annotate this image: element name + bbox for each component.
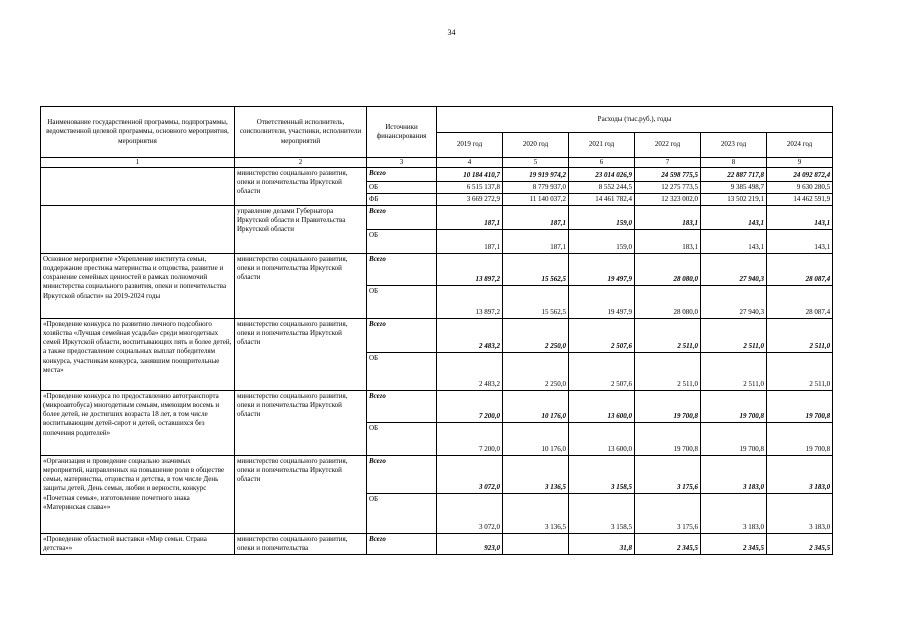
table-row [41, 391, 833, 423]
expense-value: 23 014 026,9 [569, 168, 635, 182]
expense-value: 183,1 [635, 206, 701, 230]
expense-value: 2 511,0 [767, 319, 833, 353]
expense-value: 187,1 [437, 206, 503, 230]
expense-value: 183,1 [635, 230, 701, 254]
expense-value: 8 779 937,0 [503, 182, 569, 194]
expense-value: 2 345,5 [767, 534, 833, 555]
expense-value: 159,0 [569, 230, 635, 254]
expense-value: 14 462 591,9 [767, 194, 833, 206]
expense-value: 24 598 775,5 [635, 168, 701, 182]
expense-value [503, 534, 569, 555]
page-number: 34 [447, 28, 456, 37]
expense-value: 19 700,8 [701, 423, 767, 456]
column-number: 2 [235, 158, 367, 168]
funding-source: Всего [367, 254, 437, 286]
expense-value: 19 700,8 [635, 391, 701, 423]
expense-value: 2 250,0 [503, 353, 569, 391]
expense-value: 15 562,5 [503, 286, 569, 319]
expense-value: 2 483,2 [437, 319, 503, 353]
expense-value: 2 345,5 [701, 534, 767, 555]
header-responsible: Ответственный исполнитель, соисполнители, участники, исполнители мероприятий [235, 107, 367, 158]
expense-value: 3 183,0 [767, 456, 833, 494]
responsible-executor: министерство социального развития, опеки и попечительства Иркутской области [235, 168, 367, 206]
expense-value: 9 630 280,5 [767, 182, 833, 194]
funding-source: Всего [367, 456, 437, 494]
expense-value: 923,0 [437, 534, 503, 555]
event-name: «Организация и проведение социально значимых мероприятий, направленных на повышение роли в обществе семьи, материнства, отцовства и детства, в том числе День защиты детей, День семьи, любви и верности, конкурс «Почетная семья», изготовление почетного знака «Материнская слава»» [41, 456, 235, 534]
table-row [41, 534, 833, 555]
expense-value: 2 250,0 [503, 319, 569, 353]
event-name [41, 168, 235, 206]
funding-source: ОБ [367, 230, 437, 254]
column-number: 9 [767, 158, 833, 168]
expense-value: 2 507,6 [569, 353, 635, 391]
column-number: 4 [437, 158, 503, 168]
header-year: 2021 год [569, 133, 635, 158]
expense-value: 3 136,5 [503, 494, 569, 534]
expense-value: 2 511,0 [701, 319, 767, 353]
header-year: 2020 год [503, 133, 569, 158]
responsible-executor: министерство социального развития, опеки и попечительства [235, 534, 367, 555]
expense-value: 13 600,0 [569, 423, 635, 456]
expense-value: 143,1 [767, 230, 833, 254]
responsible-executor: министерство социального развития, опеки и попечительства Иркутской области [235, 319, 367, 391]
expense-value: 159,0 [569, 206, 635, 230]
expense-value: 143,1 [701, 230, 767, 254]
column-number: 6 [569, 158, 635, 168]
responsible-executor: министерство социального развития, опеки и попечительства Иркутской области [235, 254, 367, 319]
column-numbers-row [41, 158, 833, 168]
expense-value: 2 483,2 [437, 353, 503, 391]
expense-value: 13 502 219,1 [701, 194, 767, 206]
expense-value: 28 087,4 [767, 286, 833, 319]
expense-value: 3 072,0 [437, 456, 503, 494]
responsible-executor: министерство социального развития, опеки и попечительства Иркутской области [235, 456, 367, 534]
table-row [41, 319, 833, 353]
expense-value: 19 700,8 [701, 391, 767, 423]
expense-value: 187,1 [503, 230, 569, 254]
event-name: Основное мероприятие «Укрепление института семьи, поддержание престижа материнства и отцовства, развитие и сохранение семейных ценностей в рамках полномочий министерства социального развития, опеки и попечительства Иркутской области» на 2019-2024 годы [41, 254, 235, 319]
funding-source: ОБ [367, 182, 437, 194]
expense-value: 12 323 002,0 [635, 194, 701, 206]
expense-value: 22 887 717,8 [701, 168, 767, 182]
event-name: «Проведение конкурса по развитию личного подсобного хозяйства «Лучшая семейная усадьба» среди многодетных семей Иркутской области, воспитывающих пять и более детей, а также предоставление социальных выплат победителям конкурса, участникам конкурса, занявшим поощрительные места» [41, 319, 235, 391]
responsible-executor: министерство социального развития, опеки и попечительства Иркутской области [235, 391, 367, 456]
expense-value: 13 600,0 [569, 391, 635, 423]
header-year: 2022 год [635, 133, 701, 158]
event-name [41, 206, 235, 254]
expense-value: 27 940,3 [701, 254, 767, 286]
funding-source: ОБ [367, 494, 437, 534]
expense-value: 6 515 137,8 [437, 182, 503, 194]
expense-value: 19 497,9 [569, 254, 635, 286]
funding-source: ОБ [367, 286, 437, 319]
expense-value: 10 176,0 [503, 423, 569, 456]
expense-value: 10 184 410,7 [437, 168, 503, 182]
expense-value: 13 897,2 [437, 254, 503, 286]
table-body [41, 168, 833, 555]
expense-value: 11 140 037,2 [503, 194, 569, 206]
expense-value: 187,1 [437, 230, 503, 254]
expense-value: 12 275 773,5 [635, 182, 701, 194]
expense-value: 13 897,2 [437, 286, 503, 319]
expense-value: 19 700,8 [767, 391, 833, 423]
expense-value: 8 552 244,5 [569, 182, 635, 194]
expenses-table [40, 106, 833, 555]
expense-value: 19 919 974,2 [503, 168, 569, 182]
funding-source: Всего [367, 168, 437, 182]
expense-value: 3 183,0 [701, 456, 767, 494]
expense-value: 3 072,0 [437, 494, 503, 534]
expense-value: 19 700,8 [635, 423, 701, 456]
expense-value: 7 200,0 [437, 423, 503, 456]
funding-source: Всего [367, 534, 437, 555]
expense-value: 3 669 272,9 [437, 194, 503, 206]
expense-value: 2 511,0 [635, 353, 701, 391]
column-number: 5 [503, 158, 569, 168]
expense-value: 3 175,6 [635, 456, 701, 494]
expense-value: 2 511,0 [767, 353, 833, 391]
header-year: 2019 год [437, 133, 503, 158]
column-number: 1 [41, 158, 235, 168]
expense-value: 28 080,0 [635, 254, 701, 286]
header-source: Источники финансирования [367, 107, 437, 158]
expense-value: 28 087,4 [767, 254, 833, 286]
funding-source: ОБ [367, 353, 437, 391]
expense-value: 2 345,5 [635, 534, 701, 555]
expense-value: 143,1 [767, 206, 833, 230]
funding-source: Всего [367, 319, 437, 353]
table-row [41, 254, 833, 286]
expense-value: 24 092 872,4 [767, 168, 833, 182]
table-row [41, 206, 833, 230]
funding-source: ОБ [367, 423, 437, 456]
funding-source: Всего [367, 391, 437, 423]
expense-value: 14 461 782,4 [569, 194, 635, 206]
table-row [41, 456, 833, 494]
column-number: 7 [635, 158, 701, 168]
responsible-executor: управление делами Губернатора Иркутской области и Правительства Иркутской области [235, 206, 367, 254]
expense-value: 143,1 [701, 206, 767, 230]
header-name: Наименование государственной программы, подпрограммы, ведомственной целевой программы, основного мероприятия, мероприятия [41, 107, 235, 158]
column-number: 8 [701, 158, 767, 168]
event-name: «Проведение областной выставки «Мир семьи. Страна детства»» [41, 534, 235, 555]
expense-value: 3 158,5 [569, 456, 635, 494]
expense-value: 2 511,0 [701, 353, 767, 391]
expense-value: 3 158,5 [569, 494, 635, 534]
expense-value: 19 497,9 [569, 286, 635, 319]
expense-value: 3 136,5 [503, 456, 569, 494]
expense-value: 9 385 498,7 [701, 182, 767, 194]
expense-value: 15 562,5 [503, 254, 569, 286]
header-year: 2024 год [767, 133, 833, 158]
funding-source: Всего [367, 206, 437, 230]
expense-value: 3 175,6 [635, 494, 701, 534]
expense-value: 187,1 [503, 206, 569, 230]
event-name: «Проведение конкурса по предоставлению автотранспорта (микроавтобуса) многодетным семьям, имеющим восемь и более детей, не достигших возраста 18 лет, в том числе воспитывающим детей-сирот и детей, оставшихся без попечения родителей» [41, 391, 235, 456]
header-expenses: Расходы (тыс.руб.), годы [437, 107, 833, 133]
funding-source: ФБ [367, 194, 437, 206]
expense-value: 2 507,6 [569, 319, 635, 353]
expense-value: 28 080,0 [635, 286, 701, 319]
expense-value: 3 183,0 [701, 494, 767, 534]
table-row [41, 168, 833, 182]
expense-value: 31,8 [569, 534, 635, 555]
expense-value: 3 183,0 [767, 494, 833, 534]
expense-value: 7 200,0 [437, 391, 503, 423]
expense-value: 19 700,8 [767, 423, 833, 456]
expense-value: 2 511,0 [635, 319, 701, 353]
expense-value: 10 176,0 [503, 391, 569, 423]
header-year: 2023 год [701, 133, 767, 158]
expense-value: 27 940,3 [701, 286, 767, 319]
column-number: 3 [367, 158, 437, 168]
